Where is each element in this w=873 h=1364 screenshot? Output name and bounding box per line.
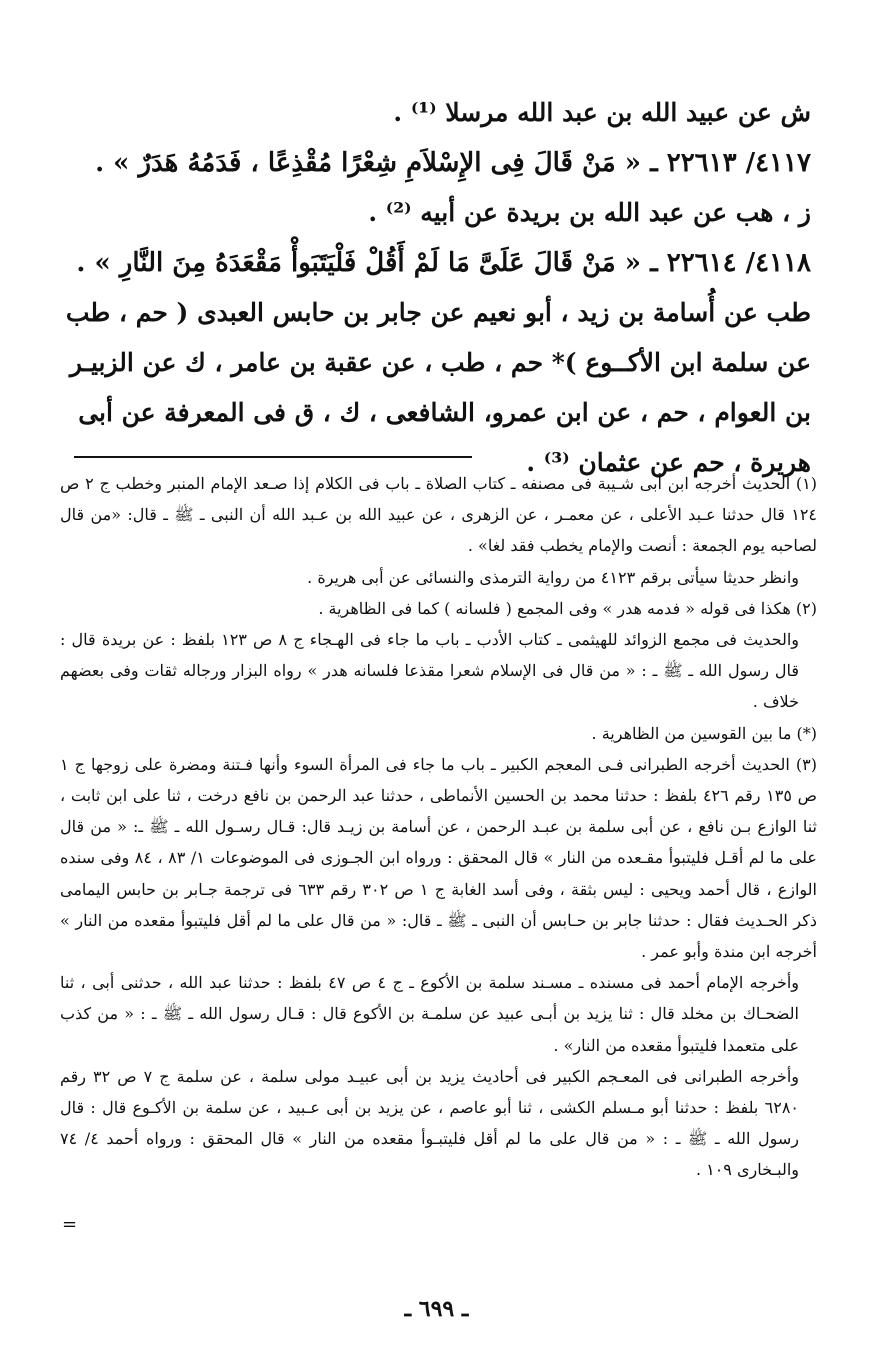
main-text: [62, 88, 811, 488]
footnote-2-note: والحديث فى مجمع الزوائد للهيثمى ـ كتاب الأدب ـ باب ما جاء فى الهـجاء ج ٨ ص ١٢٣ بلفظ : عن بريدة قال : قال رسول الله ـ ﷺ ـ : « من قال فى الإسلام شعرا مقذعا فلسانه هدر » رواه البزار ورجاله ثقات وفى بعضهم خلاف .: [60, 630, 800, 712]
footnote-3-tabarani: وأخرجه الطبرانى فى المعـجم الكبير فى أحاديث يزيد بن أبى عبيـد مولى سلمة ، عن سلمة ج ٧ ص ٣٢ رقم ٦٢٨٠ بلفظ : حدثنا أبو مـسلم الكشى ، ثنا أبو عاصم ، عن يزيد بن أبى عـبيد ، عن سلمة بن الأكـوع قال : قال رسول الله ـ ﷺ ـ : « من قال على ما لم أقل فليتبـوأ مقعده من النار » قال المحقق : ورواه أحمد ٤/ ٧٤ والبـخارى ١٠٩ .: [60, 1066, 800, 1180]
hadith-4118: ٤١١٨/ ٢٢٦١٤ ـ « مَنْ قَالَ عَلَىَّ مَا لَمْ أَقُلْ فَلْيَتَبَوأْ مَقْعَدَهُ مِنَ النَّارِ » .: [76, 248, 811, 278]
footnote-2: (٢) هكذا فى قوله « فدمه هدر » وفى المجمع ( فلسانه ) كما فى الظاهرية .: [318, 598, 817, 618]
hadith-4117: ٤١١٧/ ٢٢٦١٣ ـ « مَنْ قَالَ فِى الإِسْلاَمِ شِعْرًا مُقْذِعًا ، فَدَمُهُ هَدَرٌ » .: [95, 148, 811, 178]
source-line-3: طب عن أُسامة بن زيد ، أبو نعيم عن جابر بن حابس العبدى ( حم ، طب عن سلمة ابن الأكــوع )* حم ، طب ، عن عقبة بن عامر ، ك عن الزبيـر بن العوام ، حم ، عن ابن عمرو، الشافعى ، ك ، ق فى المعرفة عن أبى هريرة ، حم عن عثمان ⁽³⁾ .: [65, 298, 811, 477]
page-number: ـ ٦٩٩ ـ: [404, 1296, 469, 1322]
continuation-mark: =: [62, 1214, 78, 1235]
footnote-1-note: وانظر حديثا سيأتى برقم ٤١٢٣ من رواية الترمذى والنسائى عن أبى هريرة .: [307, 567, 799, 587]
footnotes: [60, 468, 817, 1186]
footnote-1: (١) الحديث أخرجه ابن أبى شـيبة فى مصنفه ـ كتاب الصلاة ـ باب فى الكلام إذا صـعد الإمام المنبر وخطب ج ٢ ص ١٢٤ قال حدثنا عـبد الأعلى ، عن معمـر ، عن الزهرى ، عن عبيد الله بن عـبد الله أن النبى ـ ﷺ ـ قال: «من قال لصاحبه يوم الجمعة : أنصت والإمام يخطب فقد لغا» .: [60, 474, 817, 556]
footnote-separator: [74, 456, 472, 458]
footnote-3-ahmad: وأخرجه الإمام أحمد فى مسنده ـ مسـند سلمة بن الأكوع ـ ج ٤ ص ٤٧ بلفظ : حدثنا عبد الله ، حدثنى أبى ، ثنا الضحـاك بن مخلد قال : ثنا يزيد بن أبـى عبيد عن سلمـة بن الأكوع قال : قـال رسول الله ـ ﷺ ـ : « من كذب على متعمدا فليتبوأ مقعده من النار» .: [60, 973, 800, 1055]
source-line-1: ش عن عبيد الله بن عبد الله مرسلا ⁽¹⁾ .: [393, 98, 811, 127]
source-line-2: ز ، هب عن عبد الله بن بريدة عن أبيه ⁽²⁾ .: [368, 198, 811, 227]
footnote-3: (٣) الحديث أخرجه الطبرانى فـى المعجم الكبير ـ باب ما جاء فى المرأة السوء وأنها فـتنة ومضرة على زوجها ج ١ ص ١٣٥ رقم ٤٢٦ بلفظ : حدثنا محمد بن الحسين الأنماطى ، حدثنا عبد الرحمن بن نافع درخت ، ثنا على ابن ثابت ، ثنا الوازع بـن نافع ، عن أبى سلمة بن عبـد الرحمن ، عن أسامة بن زيـد قال: قـال رسـول الله ـ ﷺ ـ: « من قال على ما لم أقـل فليتبوأ مقـعده من النار » قال المحقق : ورواه ابن الجـوزى فى الموضوعات ١/ ٨٣ ، ٨٤ وفى سنده الوازع ، قال أحمد ويحيى : ليس بثقة ، وفى أسد الغابة ج ١ ص ٣٠٢ رقم ٦٣٣ فى ترجمة جـابر بن حابس اليمامى ذكر الحـديث فقال : حدثنا جابر بن حـابس أن النبى ـ ﷺ ـ قال: « من قال على ما لم أقل فليتبوأ مقعده من النار » أخرجه ابن مندة وأبو عمر .: [60, 754, 818, 962]
footnote-star: (*) ما بين القوسين من الظاهرية .: [591, 723, 817, 743]
